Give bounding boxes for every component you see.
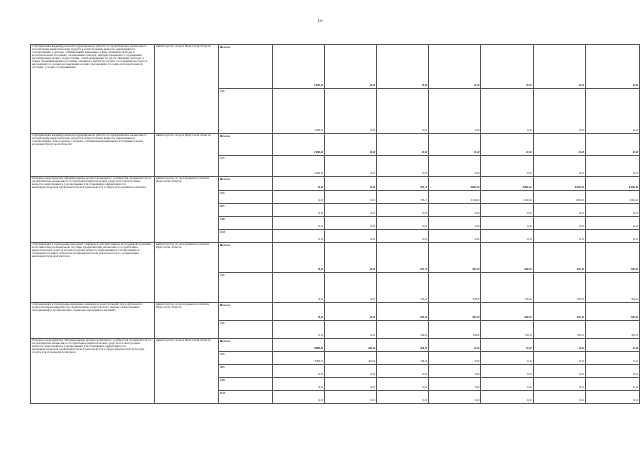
value-cell: 0,0 (481, 365, 533, 378)
value-cell: 0,0 (533, 156, 585, 177)
value-cell: 0,0 (377, 365, 429, 378)
value-cell: 50,0 (429, 321, 481, 339)
value-cell: 34,9 (377, 339, 429, 352)
page-number: 10 (317, 18, 323, 23)
value-cell: 0,0 (272, 303, 324, 321)
executor-cell: министерство по молодежной политике Иркутской области (154, 243, 218, 303)
table-row (31, 303, 640, 321)
value-cell: 0,0 (533, 217, 585, 230)
value-cell: 0,0 (585, 230, 639, 243)
table-row (31, 243, 640, 273)
value-cell: 0,0 (585, 134, 639, 156)
funding-source-cell: ФБ (218, 204, 272, 217)
value-cell: 0,0 (585, 89, 639, 134)
value-cell: 0,0 (585, 204, 639, 217)
value-cell: 0,0 (325, 217, 377, 230)
value-cell: 380,0 (272, 352, 324, 365)
value-cell: 0,0 (481, 89, 533, 134)
value-cell: 0,0 (429, 339, 481, 352)
value-cell: 25,5 (377, 273, 429, 303)
value-cell: 0,0 (325, 156, 377, 177)
value-cell: 50,0 (429, 243, 481, 273)
value-cell: 55,1 (377, 191, 429, 204)
value-cell: 0,0 (585, 378, 639, 391)
value-cell: 0,0 (272, 365, 324, 378)
value-cell: 0,0 (272, 217, 324, 230)
value-cell: 50,0 (585, 243, 639, 273)
value-cell: 0,0 (377, 217, 429, 230)
value-cell: 0,0 (533, 365, 585, 378)
value-cell: 50,0 (533, 273, 585, 303)
value-cell: 0,0 (481, 352, 533, 365)
measure-description: «Организация и проведение выездных семинаров, консультаций для родителей по вопросам наркозависимости, привлечение родительского актива, общественных объединений к профилактике социально-негативных явлений» (31, 303, 155, 339)
funding-source-cell: Всего (218, 339, 272, 352)
measure-description: Основное мероприятие «Формирование профессионального сообщества специалистов по профилактике незаконного потребления наркотических средств и психотропных веществ, наркомании и токсикомании для повышения эффективности антинаркотической профилактической деятельности в сфере молодежной политики» (31, 177, 155, 243)
value-cell: 0,0 (429, 365, 481, 378)
value-cell: 0,0 (429, 89, 481, 134)
value-cell: 0,0 (272, 204, 324, 217)
value-cell: 40,0 (325, 352, 377, 365)
value-cell: 100,0 (585, 177, 639, 191)
executor-cell: министерство по молодежной политике Иркутской области (154, 177, 218, 243)
value-cell: 0,0 (377, 204, 429, 217)
value-cell: 0,0 (325, 230, 377, 243)
value-cell: 0,0 (325, 204, 377, 217)
value-cell: 0,0 (533, 134, 585, 156)
value-cell: 50,0 (481, 273, 533, 303)
value-cell: 34,9 (377, 352, 429, 365)
value-cell: 0,0 (481, 378, 533, 391)
value-cell: 100,0 (429, 191, 481, 204)
value-cell: 0,0 (377, 391, 429, 404)
executor-cell: министерство по молодежной политике Иркутской области (154, 303, 218, 339)
value-cell: 0,0 (585, 339, 639, 352)
value-cell: 0,0 (585, 352, 639, 365)
funding-source-cell: ОБ (218, 156, 272, 177)
value-cell: 0,0 (429, 45, 481, 89)
value-cell: 0,0 (325, 134, 377, 156)
value-cell: 40,0 (325, 339, 377, 352)
value-cell: 50,0 (533, 321, 585, 339)
funding-table (30, 44, 640, 404)
value-cell: 0,0 (325, 177, 377, 191)
value-cell: 0,0 (429, 217, 481, 230)
value-cell: 50,0 (533, 303, 585, 321)
executor-cell: министерство спорта Иркутской области (154, 339, 218, 404)
value-cell: 0,0 (325, 303, 377, 321)
value-cell: 0,0 (585, 45, 639, 89)
value-cell: 0,0 (533, 339, 585, 352)
value-cell: 0,0 (429, 230, 481, 243)
value-cell: 29,6 (377, 303, 429, 321)
value-cell: 0,0 (272, 321, 324, 339)
value-cell: 0,0 (325, 391, 377, 404)
funding-source-cell: Всего (218, 45, 272, 89)
value-cell: 0,0 (481, 156, 533, 177)
value-cell: 50,0 (585, 321, 639, 339)
value-cell: 50,0 (585, 303, 639, 321)
value-cell: 50,0 (481, 243, 533, 273)
value-cell: 0,0 (429, 156, 481, 177)
value-cell: 0,0 (325, 45, 377, 89)
value-cell: 0,0 (481, 217, 533, 230)
value-cell: 100,0 (272, 156, 324, 177)
value-cell: 380,0 (272, 339, 324, 352)
value-cell: 0,0 (533, 391, 585, 404)
value-cell: 50,0 (481, 303, 533, 321)
funding-source-cell: ОБ (218, 321, 272, 339)
value-cell: 0,0 (272, 243, 324, 273)
value-cell: 0,0 (533, 204, 585, 217)
executor-cell: министерство спорта Иркутской области (154, 134, 218, 177)
value-cell: 100,0 (533, 191, 585, 204)
value-cell: 0,0 (533, 45, 585, 89)
value-cell: 0,0 (377, 45, 429, 89)
value-cell: 0,0 (325, 321, 377, 339)
value-cell: 100,0 (272, 89, 324, 134)
value-cell: 50,0 (481, 321, 533, 339)
value-cell: 100,0 (429, 177, 481, 191)
value-cell: 100,0 (272, 134, 324, 156)
value-cell: 100,0 (481, 177, 533, 191)
value-cell: 0,0 (585, 365, 639, 378)
value-cell: 0,0 (585, 217, 639, 230)
funding-source-cell: ОБ (218, 273, 272, 303)
value-cell: 0,0 (533, 89, 585, 134)
value-cell: 0,0 (585, 391, 639, 404)
value-cell: 25,5 (377, 243, 429, 273)
value-cell: 0,0 (272, 191, 324, 204)
value-cell: 0,0 (585, 156, 639, 177)
value-cell: 0,0 (429, 378, 481, 391)
table-row (31, 177, 640, 191)
value-cell: 0,0 (272, 273, 324, 303)
value-cell: 0,0 (272, 177, 324, 191)
value-cell: 55,1 (377, 177, 429, 191)
measure-description: «Организация индивидуальной коррекционной работы по профилактике незаконного потребления наркотических средств и психотропных веществ, наркомании и токсикомании с детьми, отбывающими наказание в виде лишения свободы в воспитательных колониях, специальных школах, центрах временного содержания несовершеннолетних, подростками, освобожденными по месту лишения свободы, а также проживающими в условиях семейного неблагополучия, состоящими на учете в инспекциях по делам несовершеннолетних, инспекциях уголовно-исполнительной системы, условно осужденными» (31, 45, 155, 134)
value-cell: 0,0 (325, 273, 377, 303)
value-cell: 0,0 (377, 134, 429, 156)
value-cell: 100,0 (533, 177, 585, 191)
funding-source-cell: ОБ (218, 89, 272, 134)
funding-source-cell: ФБ (218, 365, 272, 378)
value-cell: 0,0 (481, 204, 533, 217)
funding-source-cell: Всего (218, 243, 272, 273)
value-cell: 100,0 (481, 191, 533, 204)
value-cell: 0,0 (325, 191, 377, 204)
value-cell: 100,0 (585, 191, 639, 204)
value-cell: 0,0 (533, 352, 585, 365)
funding-source-cell: МБ (218, 217, 272, 230)
value-cell: 0,0 (272, 230, 324, 243)
value-cell: 0,0 (481, 134, 533, 156)
value-cell: 0,0 (325, 243, 377, 273)
value-cell: 0,0 (377, 89, 429, 134)
value-cell: 0,0 (429, 134, 481, 156)
value-cell: 29,6 (377, 321, 429, 339)
funding-source-cell: ИИ (218, 230, 272, 243)
value-cell: 0,0 (481, 339, 533, 352)
value-cell: 0,0 (272, 391, 324, 404)
table-row (31, 339, 640, 352)
value-cell: 0,0 (481, 45, 533, 89)
funding-source-cell: Всего (218, 134, 272, 156)
funding-source-cell: ОБ (218, 191, 272, 204)
value-cell: 0,0 (429, 391, 481, 404)
value-cell: 50,0 (585, 273, 639, 303)
value-cell: 0,0 (272, 378, 324, 391)
executor-cell: министерство спорта Иркутской области (154, 45, 218, 134)
value-cell: 50,0 (429, 303, 481, 321)
value-cell: 0,0 (325, 89, 377, 134)
value-cell: 0,0 (377, 230, 429, 243)
value-cell: 0,0 (377, 378, 429, 391)
measure-description: «Организация индивидуальной коррекционной работы по профилактике незаконного потребления наркотических средств и психотропных веществ, наркомании и токсикомании, алкоголизма с людьми, отбывающими наказание в исправительных колониях Иркутской области» (31, 134, 155, 177)
funding-table-body (31, 45, 640, 404)
table-row (31, 45, 640, 89)
value-cell: 0,0 (377, 156, 429, 177)
funding-source-cell: Всего (218, 303, 272, 321)
value-cell: 50,0 (533, 243, 585, 273)
funding-source-cell: ИИ (218, 391, 272, 404)
value-cell: 0,0 (429, 352, 481, 365)
value-cell: 100,0 (272, 45, 324, 89)
value-cell: 0,0 (325, 365, 377, 378)
funding-source-cell: МБ (218, 378, 272, 391)
funding-source-cell: ОБ (218, 352, 272, 365)
value-cell: 0,0 (481, 391, 533, 404)
value-cell: 0,0 (533, 378, 585, 391)
value-cell: 0,0 (325, 378, 377, 391)
funding-source-cell: Всего (218, 177, 272, 191)
measure-description: Основное мероприятие «Формирование профессионального сообщества специалистов по профилактике незаконного потребления наркотических средств и психотропных веществ, наркомании и токсикомании для повышения эффективности антинаркотической профилактической деятельности в сфере физической культуры, спорта и молодежной политики» (31, 339, 155, 404)
table-row (31, 134, 640, 156)
value-cell: 0,0 (533, 230, 585, 243)
value-cell: 50,0 (429, 273, 481, 303)
measure-description: «Организация и проведение выездных семинаров для работников молодежной политики, исполнителей региональной системы профилактики незаконного потребления наркотических средств и психотропных веществ, наркомании и токсикомании и специалистов иных субъектов профилактической деятельности по организации антинаркотической работы» (31, 243, 155, 303)
value-cell: 0,0 (429, 204, 481, 217)
value-cell: 0,0 (481, 230, 533, 243)
